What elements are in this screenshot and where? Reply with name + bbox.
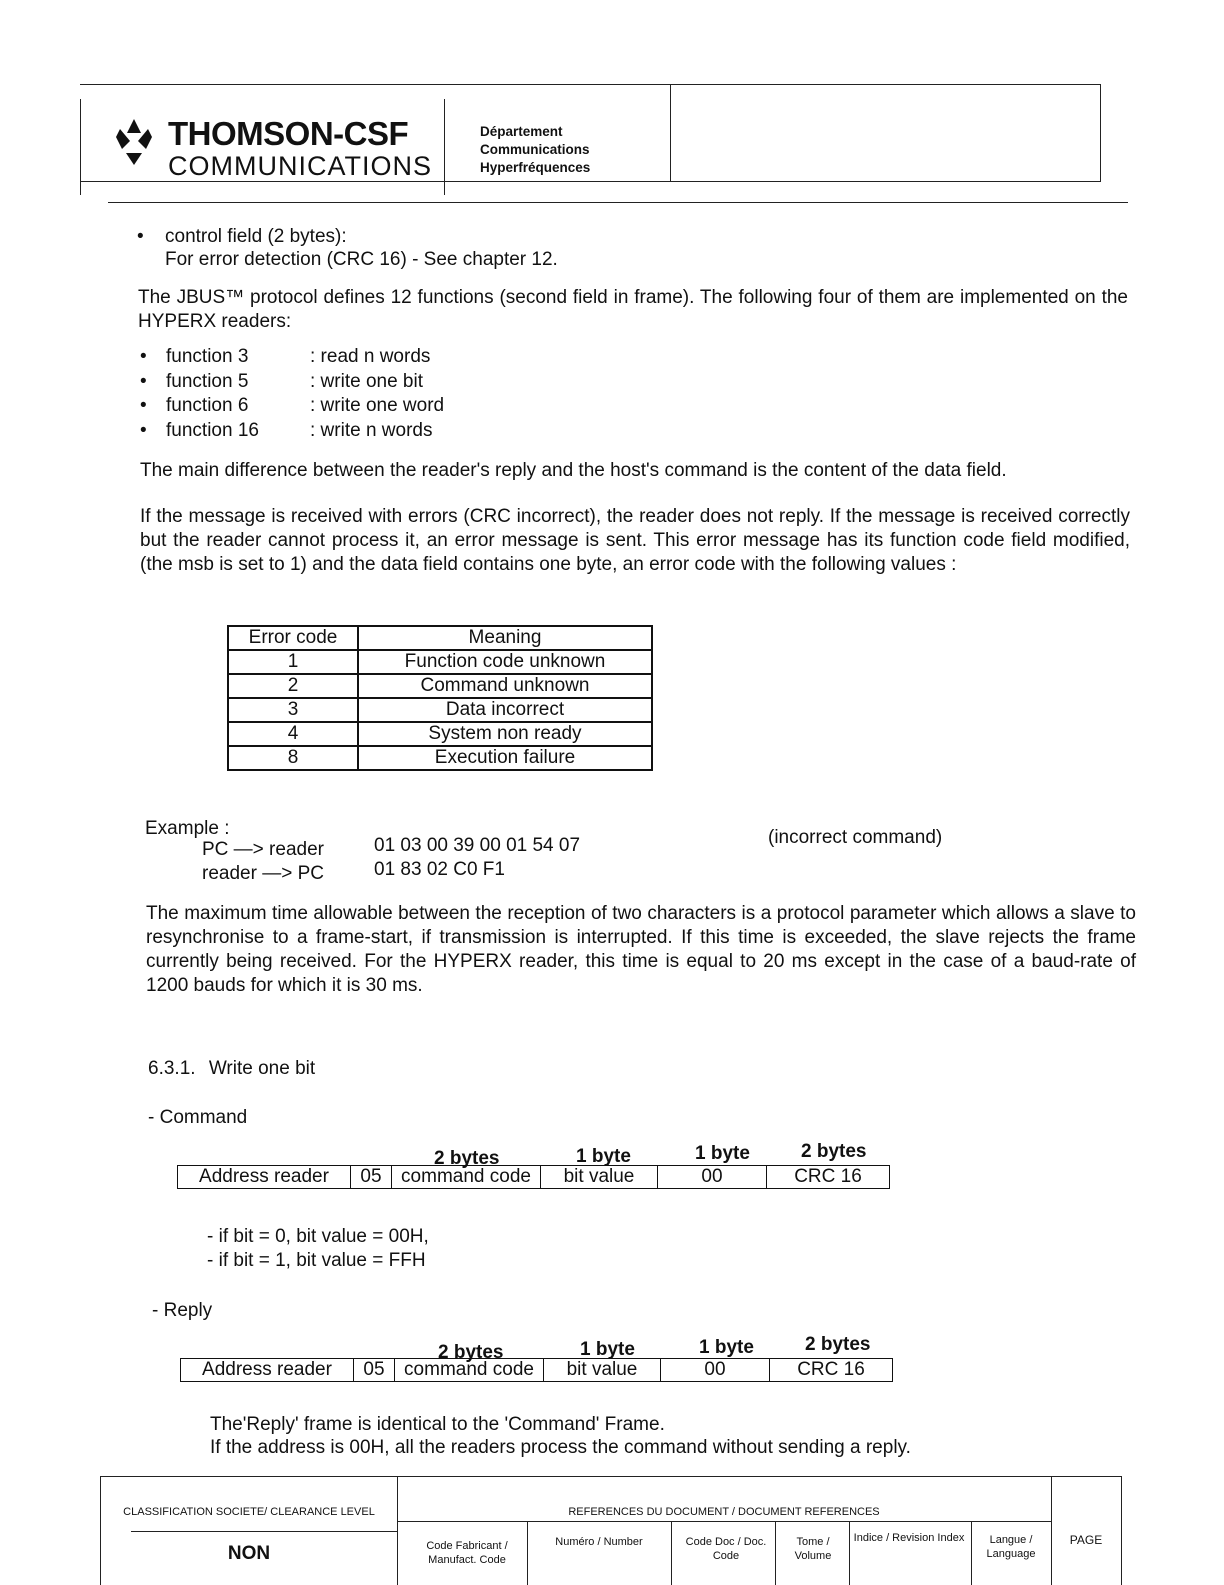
table-cell: 2 (228, 674, 358, 698)
footer-divider (849, 1521, 850, 1585)
table-cell: bit value (541, 1166, 658, 1189)
jbus-intro: The JBUS™ protocol defines 12 functions (second field in frame). The following four of them are implemented on the HYPERX readers: (138, 287, 1128, 332)
column-header: Numéro / Number (555, 1536, 643, 1548)
table-row (228, 698, 652, 722)
table-cell: Data incorrect (358, 698, 652, 722)
field-size-label: 2 bytes (805, 1334, 871, 1355)
column-header: Langue / Language (986, 1534, 1036, 1560)
error-paragraph: If the message is received with errors (CRC incorrect), the reader does not reply. If the message is received correctly but the reader cannot process it, an error message is sent. This error message has its function code field modified, (the msb is set to 1) and the data field contains one byte, an error code with the following values : (140, 506, 1130, 575)
header-divider (670, 85, 671, 181)
column-header: Code Doc / Doc. Code (685, 1536, 767, 1562)
example-note: (incorrect command) (768, 827, 943, 848)
footer-divider (527, 1521, 528, 1585)
table-cell: 4 (228, 722, 358, 746)
control-field-detail: For error detection (CRC 16) - See chapter 12. (165, 249, 558, 270)
classification-label: CLASSIFICATION SOCIETE/ CLEARANCE LEVEL (123, 1506, 375, 1518)
list-item: • function 5 : write one bit (140, 370, 423, 392)
company-division: COMMUNICATIONS (168, 151, 432, 181)
table-cell: System non ready (358, 722, 652, 746)
example-label: Example : (145, 818, 230, 839)
table-cell: 00 (661, 1359, 770, 1382)
example-direction: PC —> reader (202, 839, 324, 860)
header-rule (108, 202, 1128, 203)
table-header-row (228, 626, 652, 650)
table-header-cell: Meaning (358, 626, 652, 650)
list-item: • function 3 : read n words (140, 346, 431, 367)
table-cell: CRC 16 (770, 1359, 893, 1382)
list-item: • function 6 : write one word (140, 395, 445, 416)
bit-note: - if bit = 1, bit value = FFH (207, 1250, 426, 1271)
department-label: Département Communications Hyperfréquences (480, 124, 591, 175)
company-name: THOMSON-CSF (168, 115, 409, 152)
field-size-label: 1 byte (695, 1143, 750, 1164)
control-field-bullet: • control field (2 bytes): (165, 225, 347, 249)
footer-rule (131, 1531, 397, 1532)
reply-note: The'Reply' frame is identical to the 'Command' Frame. (210, 1414, 665, 1435)
table-cell: 00 (658, 1166, 767, 1189)
thomson-logo-icon (116, 119, 152, 165)
table-cell: Address reader (181, 1359, 354, 1382)
table-row (178, 1166, 890, 1189)
command-label: - Command (148, 1107, 248, 1128)
max-time-paragraph: The maximum time allowable between the reception of two characters is a protocol parameter which allows a slave to resynchronise to a frame-start, if transmission is interrupted. If this time is exceeded, the slave rejects the frame currently being received. For the HYPERX reader, this time is equal to 20 ms except in the case of a baud-rate of 1200 bauds for which it is 30 ms. (146, 903, 1136, 996)
table-row (181, 1359, 893, 1382)
table-row (228, 650, 652, 674)
table-cell: 05 (354, 1359, 395, 1382)
section-title: Write one bit (208, 1058, 316, 1079)
command-frame-table (177, 1165, 890, 1189)
column-header: Indice / Revision Index (853, 1532, 965, 1544)
table-cell: bit value (544, 1359, 661, 1382)
table-cell: 8 (228, 746, 358, 770)
column-header: Code Fabricant / Manufact. Code (426, 1540, 508, 1566)
section-heading (148, 1057, 315, 1081)
error-code-table (227, 625, 653, 771)
section-number: 6.3.1. (148, 1058, 196, 1079)
footer-divider (775, 1521, 776, 1585)
table-cell: 05 (351, 1166, 392, 1189)
example-direction: reader —> PC (202, 863, 324, 884)
table-row (228, 674, 652, 698)
table-row (228, 746, 652, 770)
function-list (140, 345, 566, 443)
table-cell: command code (392, 1166, 541, 1189)
footer-rule (397, 1521, 1051, 1522)
table-cell: Command unknown (358, 674, 652, 698)
table-cell: Address reader (178, 1166, 351, 1189)
field-size-label: 2 bytes (801, 1141, 867, 1162)
footer-divider (397, 1477, 398, 1585)
table-cell: CRC 16 (767, 1166, 890, 1189)
field-size-label: 2 bytes (438, 1342, 504, 1363)
column-header: Tome / Volume (794, 1536, 832, 1562)
field-size-label: 2 bytes (434, 1148, 500, 1169)
example-bytes: 01 83 02 C0 F1 (374, 859, 505, 880)
references-title: REFERENCES DU DOCUMENT / DOCUMENT REFERENCES (568, 1506, 880, 1518)
difference-text: The main difference between the reader's reply and the host's command is the content of the data field. (140, 460, 1007, 481)
table-cell: Function code unknown (358, 650, 652, 674)
table-cell: command code (395, 1359, 544, 1382)
field-size-label: 1 byte (580, 1339, 635, 1360)
reply-label: - Reply (152, 1300, 213, 1321)
document-header (80, 84, 1101, 182)
example-bytes: 01 03 00 39 00 01 54 07 (374, 835, 581, 856)
table-cell: 3 (228, 698, 358, 722)
table-row (228, 722, 652, 746)
bit-note: - if bit = 0, bit value = 00H, (207, 1226, 429, 1247)
table-header-cell: Error code (228, 626, 358, 650)
table-cell: Execution failure (358, 746, 652, 770)
document-footer (100, 1476, 1122, 1585)
footer-divider (1051, 1477, 1052, 1585)
reply-frame-table (180, 1358, 893, 1382)
classification-value: NON (227, 1543, 271, 1564)
table-cell: 1 (228, 650, 358, 674)
page-label: PAGE (1069, 1533, 1103, 1547)
field-size-label: 1 byte (699, 1337, 754, 1358)
field-size-label: 1 byte (576, 1146, 631, 1167)
reply-note: If the address is 00H, all the readers process the command without sending a reply. (210, 1437, 911, 1458)
footer-divider (971, 1521, 972, 1585)
list-item: • function 16 : write n words (140, 419, 433, 441)
header-divider (444, 99, 445, 195)
footer-divider (671, 1521, 672, 1585)
